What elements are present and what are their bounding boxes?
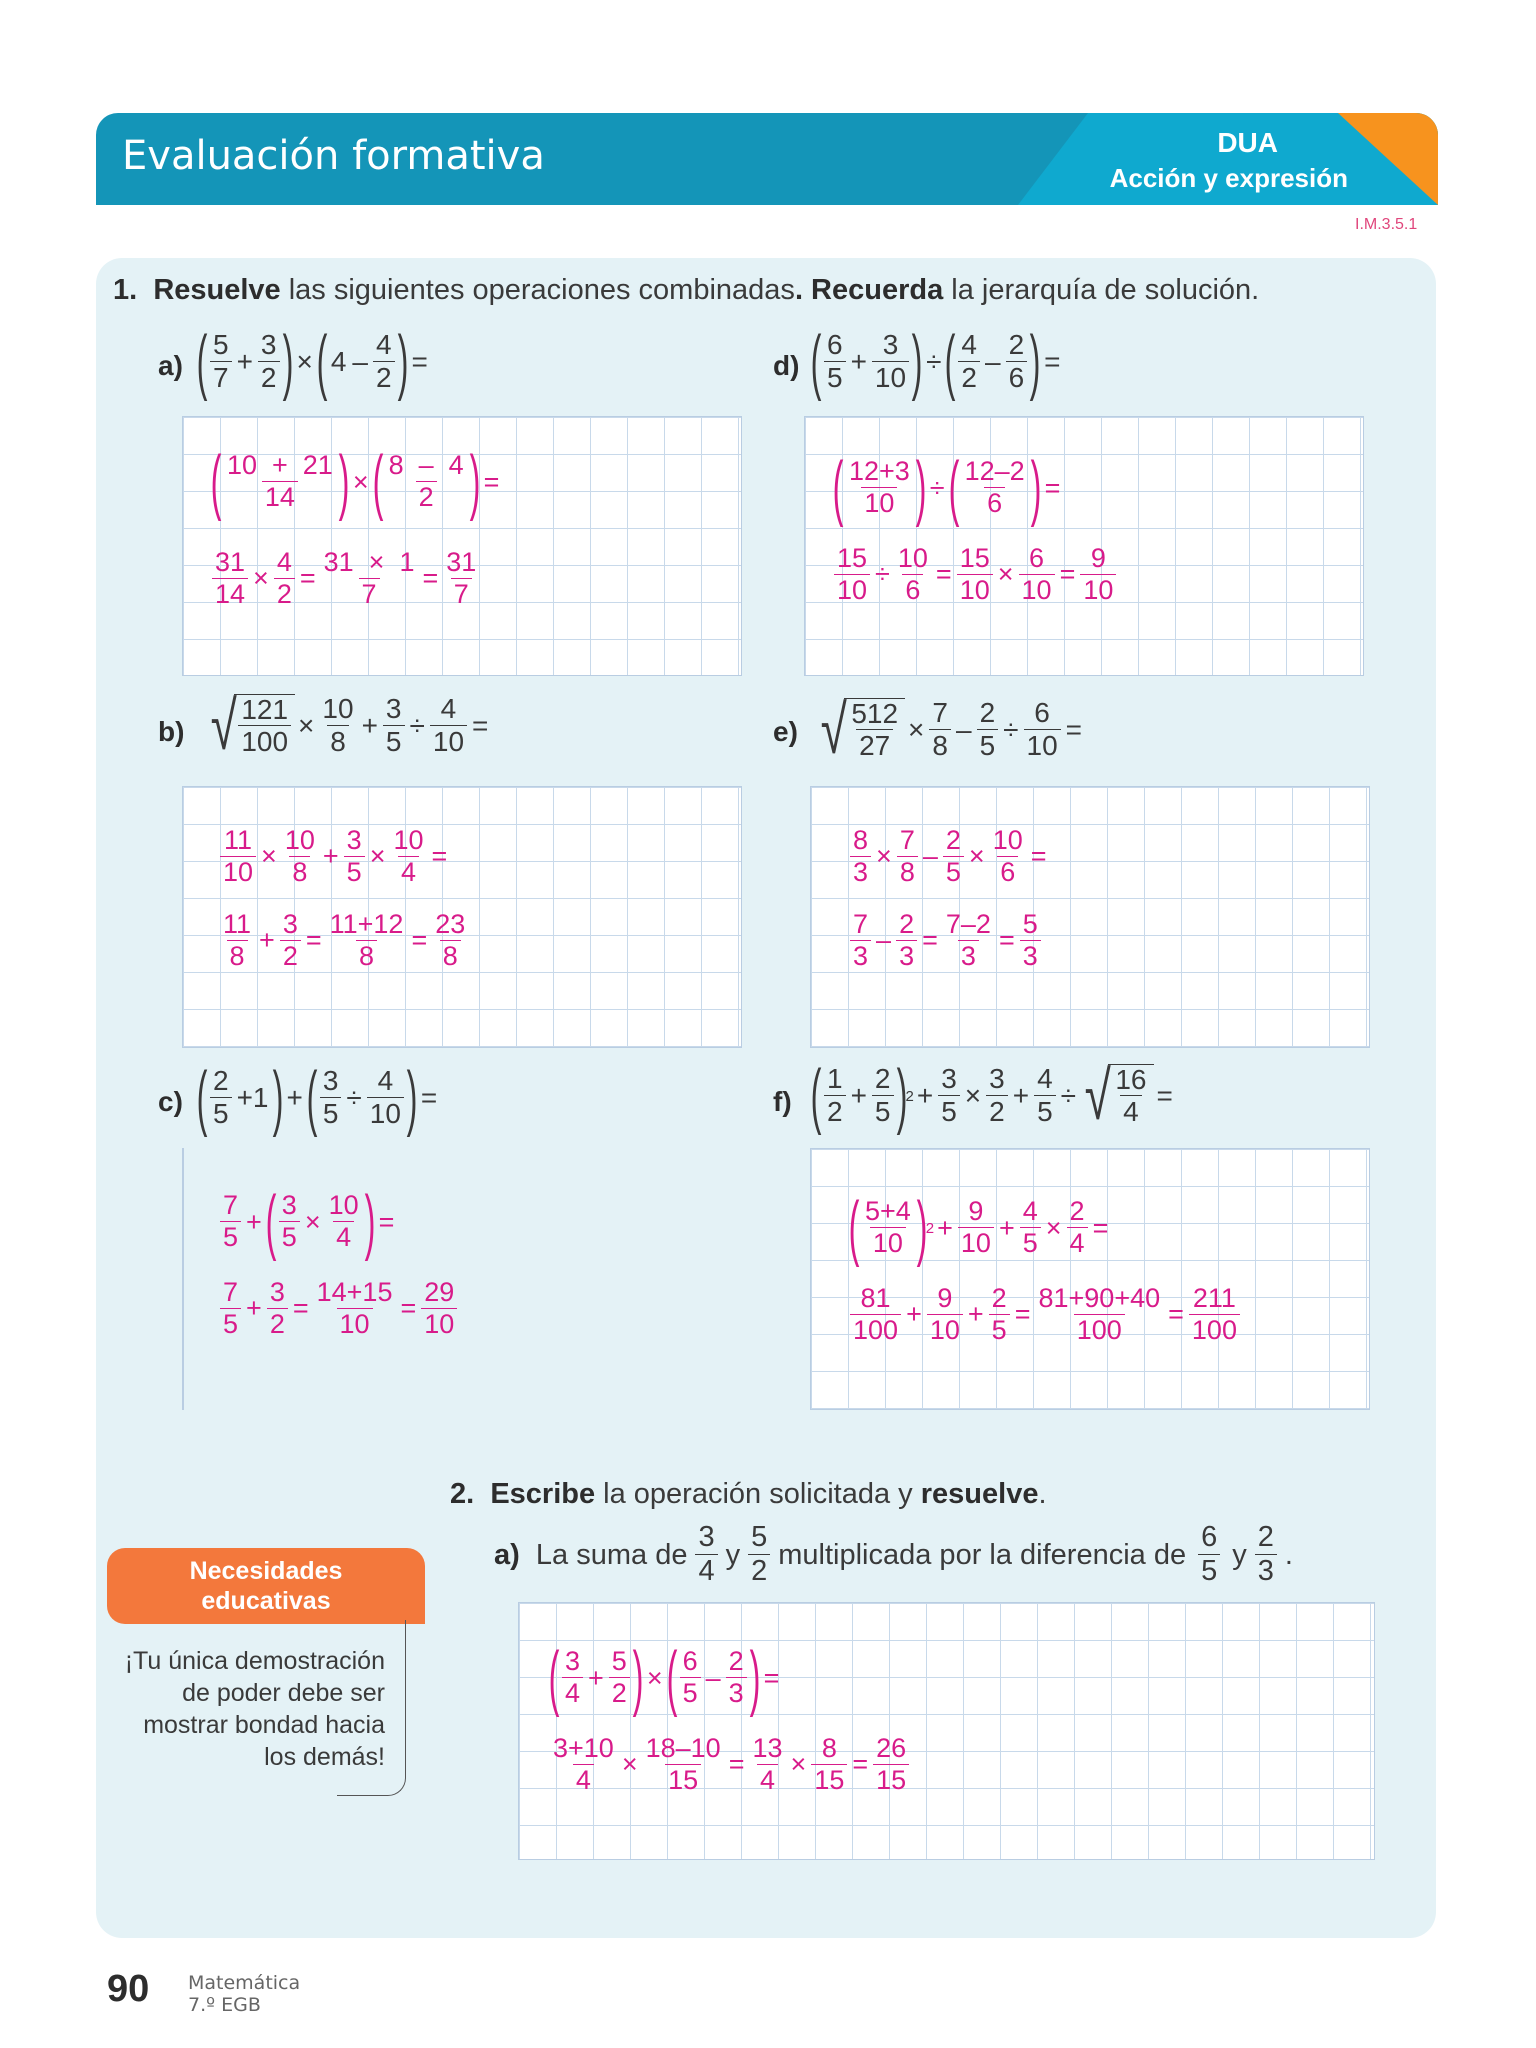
answer-e-line1: $\frac{8}{3}$ × $\frac{7}{8}$ – $\frac{2}{5}$ × $\frac{10}{6}$ = <box>848 826 1050 888</box>
q2-number: 2. <box>450 1478 475 1510</box>
footer-subject <box>188 1972 300 2016</box>
answer-a-line1: ( $\frac{10 + 21}{14}$ ) × ( $\frac{8 - 4}{2}$ ) = <box>210 442 500 522</box>
question-1 <box>113 274 1259 307</box>
dua-sublabel: Acción y expresión <box>1109 163 1348 193</box>
q1-number: 1. <box>113 274 138 306</box>
q2-bold1: Escribe <box>490 1478 596 1510</box>
label-d: d) <box>773 350 800 381</box>
label-b: b) <box>158 716 185 747</box>
q2a-text1: La suma de <box>535 1538 688 1571</box>
indicator-code: I.M.3.5.1 <box>1355 216 1418 233</box>
page-number: 90 <box>107 1968 150 2010</box>
work-grid-c[interactable] <box>182 1148 184 1410</box>
label-a: a) <box>158 350 183 381</box>
q1-bold1: Resuelve <box>153 274 281 306</box>
note-title-2: educativas <box>201 1587 331 1615</box>
answer-b-line2: $\frac{11}{8}$ + $\frac{3}{2}$ = $\frac{11+12}{8}$ = $\frac{23}{8}$ <box>223 909 466 971</box>
q2a-text2: multiplicada por la diferencia de <box>778 1538 1187 1571</box>
answer-b-line1: $\frac{11}{10}$ × $\frac{10}{8}$ + $\frac{3}{5}$ × $\frac{10}{4}$ = <box>218 826 450 888</box>
expression-e: √ $\frac{512}{27}$ × $\frac{7}{8}$ – $\frac{2}{5}$ ÷ $\frac{6}{10}$ = <box>820 692 1083 768</box>
q2a-y2: y <box>1232 1538 1247 1571</box>
label-c: c) <box>158 1086 183 1117</box>
q2a-y1: y <box>725 1538 741 1571</box>
q2a-label: a) <box>494 1538 520 1571</box>
q1-dot: . <box>794 274 803 306</box>
note-text: ¡Tu única demostración de poder debe ser mostrar bondad hacia los demás! <box>124 1647 385 1771</box>
educational-needs-box <box>107 1548 425 1624</box>
work-grid-2a[interactable] <box>518 1602 1375 1860</box>
answer-d-line1: ( $\frac{12+3}{10}$ ) ÷ ( $\frac{12-2}{6}$ ) = <box>832 448 1061 528</box>
answer-2a-line1: ( $\frac{3}{4}$ + $\frac{5}{2}$ ) × ( $\frac{6}{5}$ – $\frac{2}{3}$ ) = <box>548 1638 780 1718</box>
answer-f-line2: $\frac{81}{100}$ + $\frac{9}{10}$ + $\frac{2}{5}$ = $\frac{81+90+40}{100}$ = $\frac{211}{100}$ <box>848 1284 1242 1346</box>
note-title-1: Necesidades <box>189 1557 343 1585</box>
dua-label: DUA <box>1217 127 1278 158</box>
expression-b: √ $\frac{121}{100}$ × $\frac{10}{8}$ + $\frac{3}{5}$ ÷ $\frac{4}{10}$ = <box>210 688 489 764</box>
section-header <box>96 113 1438 205</box>
answer-c-line1: $\frac{7}{5}$ + ( $\frac{3}{5}$ × $\frac{10}{4}$ ) = <box>218 1186 397 1258</box>
answer-c-line2: $\frac{7}{5}$ + $\frac{3}{2}$ = $\frac{14+15}{10}$ = $\frac{29}{10}$ <box>218 1278 459 1340</box>
footer-grade: 7.º EGB <box>188 1994 261 2016</box>
q2-bold2: resuelve <box>920 1478 1039 1510</box>
q2-text2: . <box>1038 1478 1047 1510</box>
label-f: f) <box>773 1086 792 1117</box>
section-title: Evaluación formativa <box>122 133 545 179</box>
expression-f: ( $\frac{1}{2}$ + $\frac{2}{5}$ ) 2 + $\frac{3}{5}$ × $\frac{3}{2}$ + $\frac{4}{5}$ ÷ √ $\frac{16}{4}$ = <box>810 1056 1173 1136</box>
q2-text1: la operación solicitada y <box>595 1478 921 1510</box>
answer-d-line2: $\frac{15}{10}$ ÷ $\frac{10}{6}$ = $\frac{15}{10}$ × $\frac{6}{10}$ = $\frac{9}{10}$ <box>832 544 1118 606</box>
answer-a-line2: $\frac{31}{14}$ × $\frac{4}{2}$ = $\frac{31 \times 1}{7}$ = $\frac{31}{7}$ <box>210 548 481 610</box>
question-2a: a) La suma de $\frac{3}{4}$ y $\frac{5}{2}$ multiplicada por la diferencia de $\frac{6}{5}$ y $\frac{2}{3}$ . <box>494 1521 1293 1587</box>
q1-bold2: Recuerda <box>803 274 944 306</box>
footer-subject-name: Matemática <box>188 1972 301 1994</box>
q1-text1: las siguientes operaciones combinadas <box>280 274 795 306</box>
label-e: e) <box>773 716 798 747</box>
expression-a: ( $\frac{5}{7}$ + $\frac{3}{2}$ ) × ( 4 – $\frac{4}{2}$ ) = <box>196 322 428 402</box>
answer-e-line2: $\frac{7}{3}$ – $\frac{2}{3}$ = $\frac{7-2}{3}$ = $\frac{5}{3}$ <box>848 910 1043 972</box>
q1-text2: la jerarquía de solución. <box>943 274 1260 306</box>
answer-f-line1: ( $\frac{5+4}{10}$ ) 2 + $\frac{9}{10}$ + $\frac{4}{5}$ × $\frac{2}{4}$ = <box>848 1188 1109 1268</box>
expression-c: ( $\frac{2}{5}$ +1 ) + ( $\frac{3}{5}$ ÷ $\frac{4}{10}$ ) = <box>196 1058 438 1138</box>
answer-2a-line2: $\frac{3+10}{4}$ × $\frac{18-10}{15}$ = $\frac{13}{4}$ × $\frac{8}{15}$ = $\frac{26}{15}$ <box>548 1734 911 1796</box>
question-2 <box>450 1478 1047 1511</box>
work-grid-f[interactable] <box>810 1148 1370 1410</box>
expression-d: ( $\frac{6}{5}$ + $\frac{3}{10}$ ) ÷ ( $\frac{4}{2}$ – $\frac{2}{6}$ ) = <box>810 322 1061 402</box>
